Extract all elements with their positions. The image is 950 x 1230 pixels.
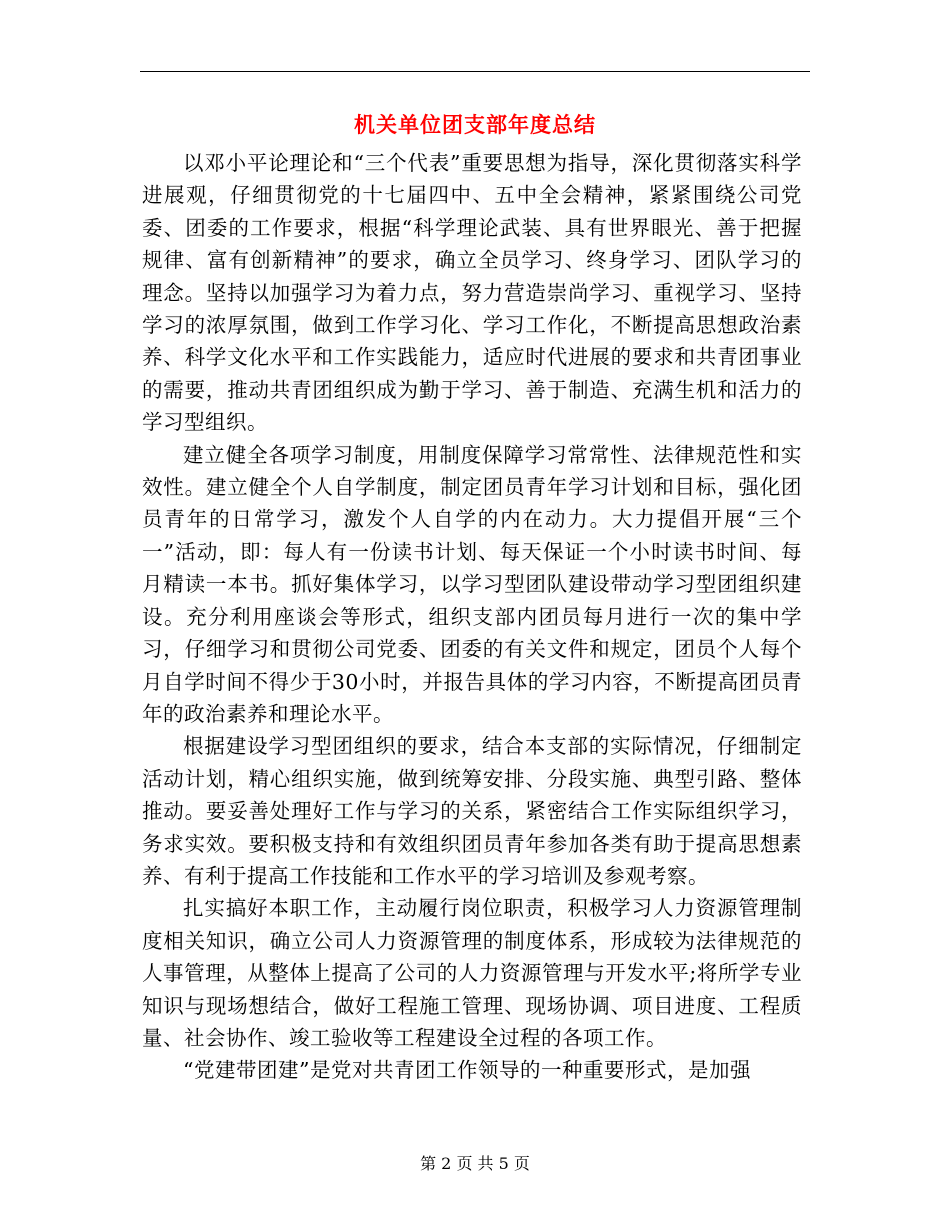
paragraph-5: “党建带团建”是党对共青团工作领导的一种重要形式，是加强 <box>183 1058 751 1083</box>
paragraph-2: 建立健全各项学习制度，用制度保障学习常常性、法律规范性和实效性。建立健全个人自学制度，制定团员青年学习计划和目标，强化团员青年的日常学习，激发个人自学的内在动力。大力提倡开展“三个一”活动，即：每人有一份读书计划、每天保证一个小时读书时间、每月精读一本书。抓好集体学习，以学习型团队建设带动学习型团组织建设。充分利用座谈会等形式，组织支部内团员每月进行一次的集中学习，仔细学习和贯彻公司党委、团委的有关文件和规定，团员个人每个月自学时间不得少于30小时，并报告具体的学习内容，不断提高团员青年的政治素养和理论水平。 <box>142 442 802 726</box>
page-number: 第 2 页 共 5 页 <box>420 1154 530 1173</box>
paragraph-3: 根据建设学习型团组织的要求，结合本支部的实际情况，仔细制定活动计划，精心组织实施，做到统筹安排、分段实施、典型引路、整体推动。要妥善处理好工作与学习的关系，紧密结合工作实际组织学习，务求实效。要积极支持和有效组织团员青年参加各类有助于提高思想素养、有利于提高工作技能和工作水平的学习培训及参观考察。 <box>142 734 802 888</box>
header-rule <box>140 71 810 72</box>
document-body <box>142 147 802 1087</box>
document-title: 机关单位团支部年度总结 <box>354 112 596 137</box>
paragraph-4: 扎实搞好本职工作，主动履行岗位职责，积极学习人力资源管理制度相关知识，确立公司人力资源管理的制度体系，形成较为法律规范的人事管理，从整体上提高了公司的人力资源管理与开发水平;将所学专业知识与现场想结合，做好工程施工管理、现场协调、项目进度、工程质量、社会协作、竣工验收等工程建设全过程的各项工作。 <box>142 896 802 1050</box>
paragraph-1: 以邓小平论理论和“三个代表”重要思想为指导，深化贯彻落实科学进展观，仔细贯彻党的十七届四中、五中全会精神，紧紧围绕公司党委、团委的工作要求，根据“科学理论武装、具有世界眼光、善于把握规律、富有创新精神”的要求，确立全员学习、终身学习、团队学习的理念。坚持以加强学习为着力点，努力营造崇尚学习、重视学习、坚持学习的浓厚氛围，做到工作学习化、学习工作化，不断提高思想政治素养、科学文化水平和工作实践能力，适应时代进展的要求和共青团事业的需要，推动共青团组织成为勤于学习、善于制造、充满生机和活力的学习型组织。 <box>142 151 802 435</box>
